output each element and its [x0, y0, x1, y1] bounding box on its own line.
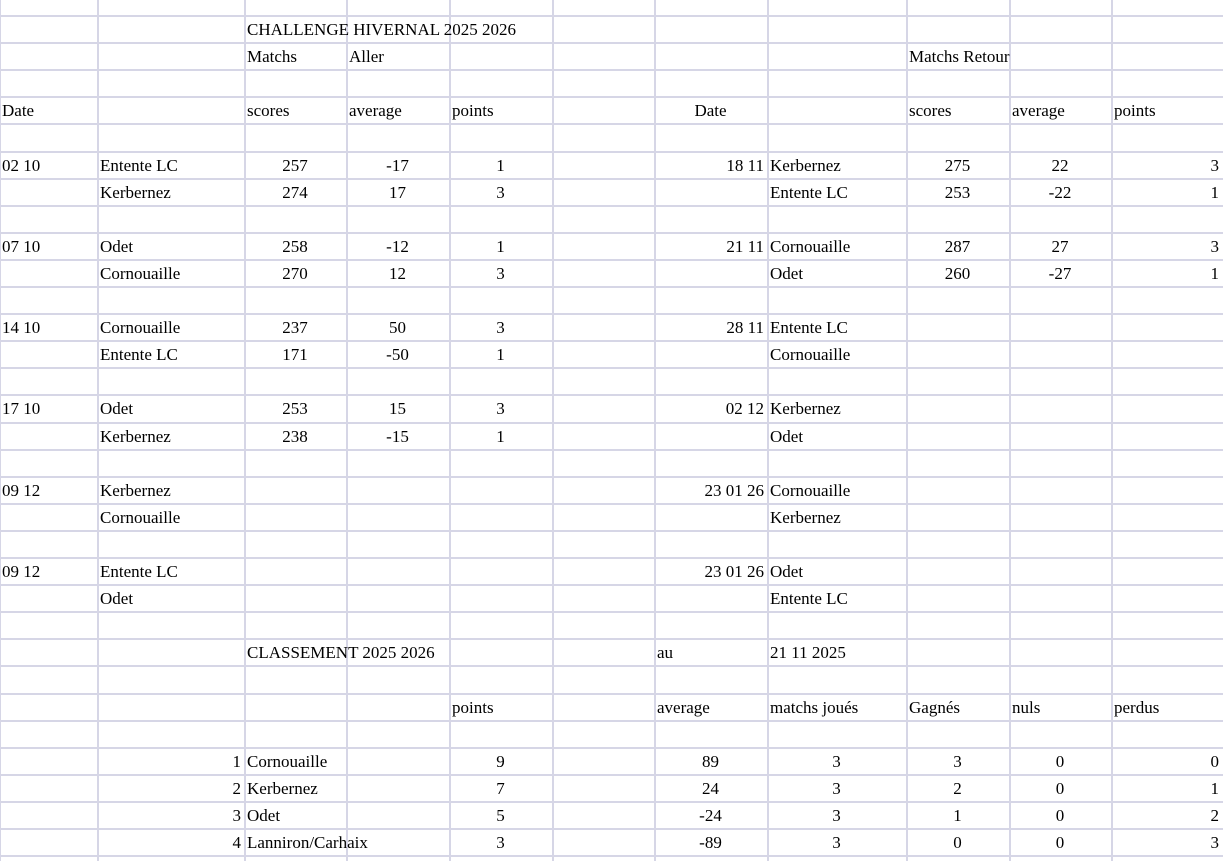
aller-score: 238	[282, 427, 308, 446]
aller-score	[245, 505, 345, 530]
classement-team: Kerbernez	[247, 779, 318, 798]
retour-points: 1	[1210, 183, 1219, 202]
aller-average: -12	[386, 237, 409, 256]
grid-row-line	[0, 720, 1223, 722]
match-date-retour: 02 12	[725, 399, 764, 418]
retour-average	[1010, 586, 1110, 611]
classement-joues: 3	[832, 806, 841, 825]
grid-row-line	[0, 611, 1223, 613]
retour-points	[1112, 396, 1222, 421]
aller-team: Odet	[100, 399, 134, 418]
classement-average: 89	[702, 752, 719, 771]
header-average-retour: average	[1012, 101, 1065, 120]
retour-score: 253	[944, 183, 971, 202]
classement-nuls: 0	[1055, 806, 1065, 825]
retour-points: 1	[1210, 264, 1219, 283]
retour-team: Cornouaille	[770, 237, 851, 256]
retour-score: 287	[944, 237, 971, 256]
retour-team: Kerbernez	[770, 508, 841, 527]
match-date-aller: 07 10	[2, 237, 41, 256]
classement-perdus: 0	[1210, 752, 1219, 771]
aller-average	[347, 505, 448, 530]
classement-title: CLASSEMENT 2025 2026	[247, 643, 435, 662]
aller-score: 237	[282, 318, 308, 337]
retour-average	[1010, 315, 1110, 340]
retour-average: -27	[1048, 264, 1072, 283]
classement-rank: 3	[232, 806, 241, 825]
sheet-title: CHALLENGE HIVERNAL 2025 2026	[247, 20, 516, 39]
retour-score	[907, 315, 1008, 340]
classement-average: -24	[699, 806, 722, 825]
grid-row-line	[0, 123, 1223, 125]
retour-team: Entente LC	[770, 318, 848, 337]
aller-average	[347, 559, 448, 584]
match-date-aller: 17 10	[2, 399, 41, 418]
aller-average: -15	[386, 427, 409, 446]
retour-average	[1010, 559, 1110, 584]
aller-score	[245, 586, 345, 611]
match-date-retour: 23 01 26	[704, 481, 764, 500]
aller-score: 274	[282, 183, 308, 202]
retour-points: 3	[1210, 156, 1219, 175]
aller-team: Kerbernez	[100, 481, 171, 500]
classement-header-gagnes: Gagnés	[909, 698, 960, 717]
aller-score: 253	[282, 399, 308, 418]
retour-score	[907, 396, 1008, 421]
match-date-retour: 18 11	[726, 156, 764, 175]
aller-average: 12	[389, 264, 406, 283]
retour-average	[1010, 342, 1110, 367]
retour-points	[1112, 559, 1222, 584]
classement-rank: 1	[232, 752, 241, 771]
match-date-aller: 14 10	[2, 318, 41, 337]
classement-gagnes: 2	[953, 779, 962, 798]
classement-team: Lanniron/Carhaix	[247, 833, 368, 852]
retour-team: Kerbernez	[770, 399, 841, 418]
match-date-retour: 28 11	[726, 318, 764, 337]
aller-points: 3	[496, 264, 505, 283]
retour-team: Cornouaille	[770, 345, 851, 364]
retour-team: Cornouaille	[770, 481, 851, 500]
classement-au-date: 21 11 2025	[770, 643, 846, 662]
match-date-aller: 09 12	[2, 562, 41, 581]
grid-row-line	[0, 855, 1223, 857]
classement-perdus: 1	[1210, 779, 1219, 798]
header-date-retour: Date	[694, 101, 727, 120]
retour-average	[1010, 505, 1110, 530]
aller-team: Entente LC	[100, 345, 178, 364]
aller-average: -50	[386, 345, 409, 364]
aller-score: 257	[282, 156, 308, 175]
aller-average: 50	[389, 318, 406, 337]
match-date-aller: 02 10	[2, 156, 41, 175]
aller-team: Kerbernez	[100, 183, 171, 202]
grid-row-line	[0, 367, 1223, 369]
classement-points: 7	[496, 779, 505, 798]
retour-average	[1010, 424, 1110, 449]
aller-points: 3	[496, 183, 505, 202]
aller-score	[245, 559, 345, 584]
match-date-retour: 23 01 26	[704, 562, 764, 581]
classement-gagnes: 1	[953, 806, 962, 825]
retour-label: Matchs Retour	[909, 47, 1010, 66]
aller-team: Cornouaille	[100, 508, 181, 527]
aller-score: 270	[282, 264, 308, 283]
aller-points	[450, 505, 551, 530]
classement-perdus: 3	[1210, 833, 1219, 852]
retour-average	[1010, 396, 1110, 421]
grid-row-line	[0, 205, 1223, 207]
classement-perdus: 2	[1210, 806, 1219, 825]
grid-row-line	[0, 449, 1223, 451]
matchs-label: Matchs	[247, 47, 298, 66]
classement-joues: 3	[832, 779, 841, 798]
match-date-aller: 09 12	[2, 481, 41, 500]
aller-score: 258	[282, 237, 308, 256]
classement-joues: 3	[832, 833, 841, 852]
retour-score	[907, 342, 1008, 367]
aller-label: Aller	[349, 47, 384, 66]
aller-points: 1	[496, 237, 505, 256]
retour-team: Odet	[770, 562, 804, 581]
grid-column-line	[654, 0, 656, 861]
aller-points	[450, 586, 551, 611]
aller-points: 1	[496, 427, 505, 446]
classement-joues: 3	[832, 752, 841, 771]
aller-team: Odet	[100, 237, 134, 256]
classement-header-points: points	[452, 698, 494, 717]
classement-team: Cornouaille	[247, 752, 328, 771]
header-points-retour: points	[1114, 101, 1156, 120]
aller-team: Odet	[100, 589, 134, 608]
retour-points	[1112, 424, 1222, 449]
retour-team: Entente LC	[770, 183, 848, 202]
grid-row-line	[0, 69, 1223, 71]
aller-points: 1	[496, 156, 505, 175]
retour-score: 260	[944, 264, 971, 283]
aller-score	[245, 478, 345, 503]
grid-row-line	[0, 665, 1223, 667]
classement-points: 3	[496, 833, 505, 852]
classement-nuls: 0	[1055, 779, 1065, 798]
retour-average: 22	[1051, 156, 1069, 175]
classement-header-matchs-joues: matchs joués	[770, 698, 859, 717]
grid-row-line	[0, 286, 1223, 288]
classement-nuls: 0	[1055, 752, 1065, 771]
classement-header-nuls: nuls	[1012, 698, 1041, 717]
classement-gagnes: 0	[953, 833, 962, 852]
classement-gagnes: 3	[953, 752, 962, 771]
classement-rank: 4	[232, 833, 241, 852]
classement-points: 9	[496, 752, 505, 771]
retour-team: Kerbernez	[770, 156, 841, 175]
grid-row-line	[0, 530, 1223, 532]
aller-points	[450, 478, 551, 503]
retour-score	[907, 559, 1008, 584]
header-scores: scores	[247, 101, 290, 120]
match-date-retour: 21 11	[726, 237, 764, 256]
retour-points	[1112, 342, 1222, 367]
retour-points	[1112, 315, 1222, 340]
classement-header-average: average	[657, 698, 710, 717]
aller-points: 1	[496, 345, 505, 364]
aller-average: 17	[389, 183, 406, 202]
retour-points	[1112, 586, 1222, 611]
retour-score	[907, 586, 1008, 611]
retour-team: Odet	[770, 427, 804, 446]
aller-points: 3	[496, 399, 505, 418]
classement-average: 24	[702, 779, 719, 798]
aller-average	[347, 586, 448, 611]
grid-column-line	[552, 0, 554, 861]
aller-team: Cornouaille	[100, 318, 181, 337]
aller-average: -17	[386, 156, 409, 175]
aller-team: Entente LC	[100, 562, 178, 581]
classement-header-perdus: perdus	[1114, 698, 1160, 717]
classement-nuls: 0	[1055, 833, 1065, 852]
header-points: points	[452, 101, 494, 120]
aller-average	[347, 478, 448, 503]
header-average: average	[349, 101, 402, 120]
aller-score: 171	[282, 345, 308, 364]
retour-score: 275	[944, 156, 971, 175]
retour-score	[907, 505, 1008, 530]
classement-au-label: au	[657, 643, 674, 662]
aller-team: Kerbernez	[100, 427, 171, 446]
classement-points: 5	[496, 806, 505, 825]
classement-rank: 2	[232, 779, 241, 798]
aller-team: Cornouaille	[100, 264, 181, 283]
retour-points: 3	[1210, 237, 1219, 256]
retour-score	[907, 478, 1008, 503]
retour-average: -22	[1048, 183, 1072, 202]
aller-points	[450, 559, 551, 584]
aller-points: 3	[496, 318, 505, 337]
header-date: Date	[2, 101, 35, 120]
retour-team: Odet	[770, 264, 804, 283]
retour-points	[1112, 478, 1222, 503]
grid-column-line	[0, 0, 1, 861]
classement-team: Odet	[247, 806, 281, 825]
retour-average: 27	[1051, 237, 1069, 256]
header-scores-retour: scores	[909, 101, 952, 120]
retour-points	[1112, 505, 1222, 530]
retour-team: Entente LC	[770, 589, 848, 608]
grid-row-line	[0, 638, 1223, 640]
aller-team: Entente LC	[100, 156, 178, 175]
classement-average: -89	[699, 833, 722, 852]
retour-average	[1010, 478, 1110, 503]
aller-average: 15	[389, 399, 406, 418]
retour-score	[907, 424, 1008, 449]
